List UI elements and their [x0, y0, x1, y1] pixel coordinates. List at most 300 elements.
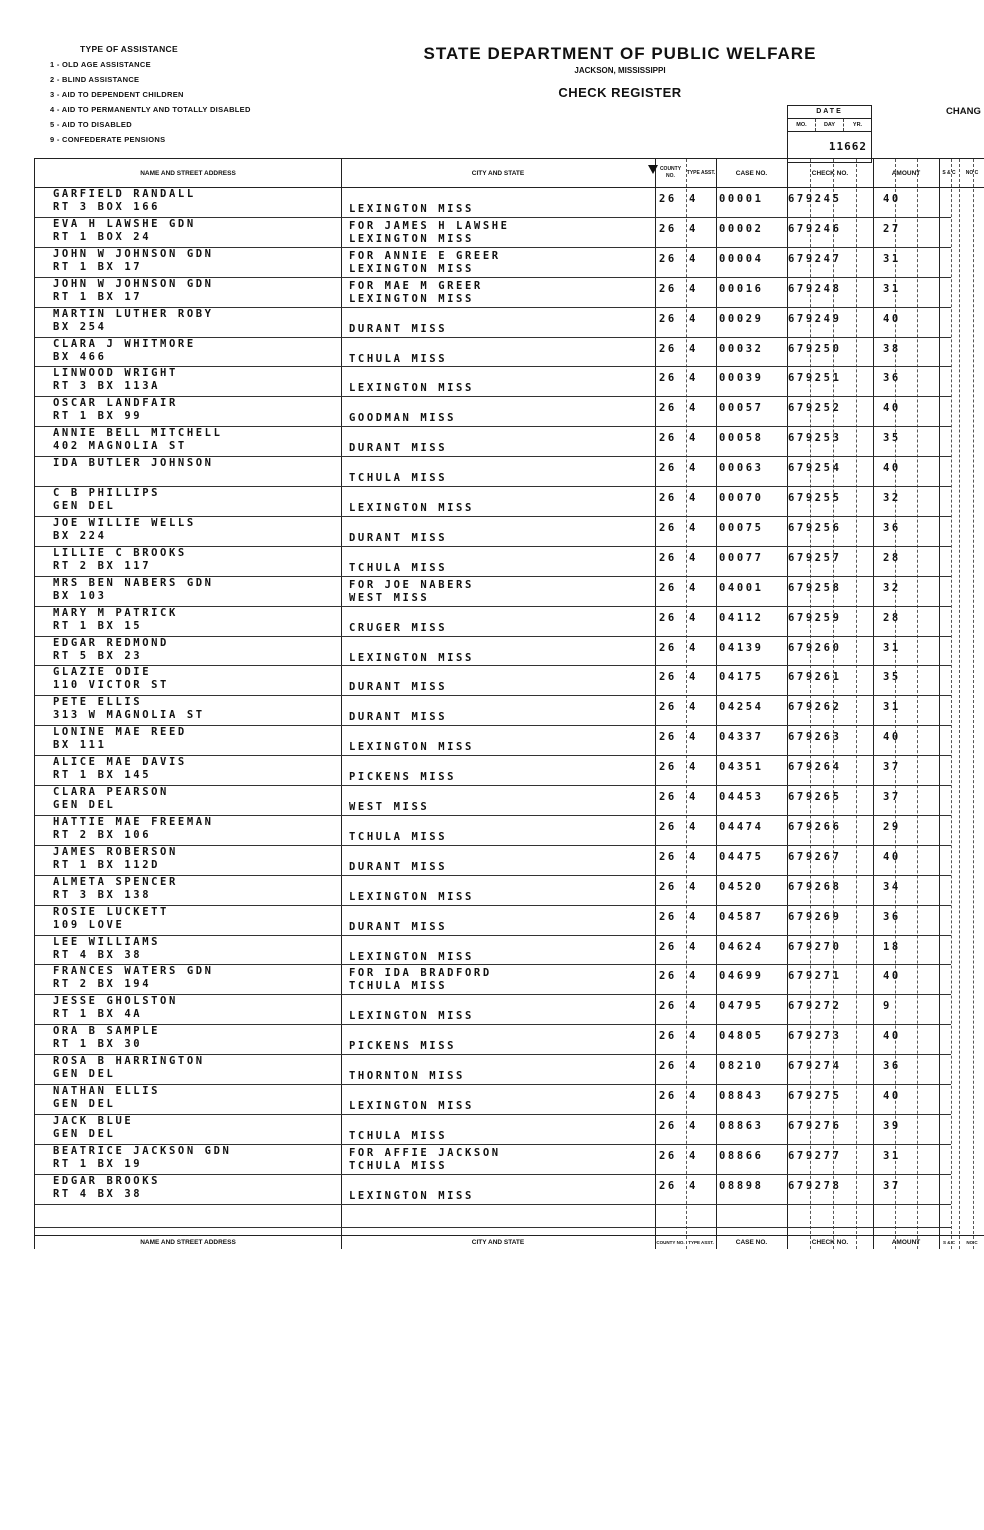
record-assistance-type: 4	[689, 820, 698, 833]
record-street-address: 110 VICTOR ST	[53, 679, 169, 692]
record-check-no: 679247	[788, 252, 842, 265]
record-name: CLARA PEARSON	[53, 786, 169, 798]
record-check-no: 679278	[788, 1179, 842, 1192]
table-row	[35, 307, 984, 337]
no-column-footer: NO C	[959, 1235, 984, 1250]
record-amount: 31	[883, 252, 901, 265]
record-amount: 35	[883, 432, 901, 445]
record-amount: 40	[883, 462, 901, 475]
record-county-no: 26	[659, 1119, 677, 1132]
record-county-no: 26	[659, 641, 677, 654]
record-amount: 40	[883, 312, 901, 325]
record-city-state: LEXINGTON MISS	[349, 950, 474, 963]
record-amount: 9	[883, 1000, 892, 1013]
record-case-no: 08210	[719, 1060, 764, 1073]
table-row	[35, 217, 984, 247]
record-county-no: 26	[659, 910, 677, 923]
record-case-no: 00004	[719, 252, 764, 265]
city-column-header: CITY AND STATE	[341, 159, 655, 188]
record-amount: 31	[883, 282, 901, 295]
record-street-address: BX 466	[53, 350, 107, 363]
record-name: ORA B SAMPLE	[53, 1025, 161, 1038]
record-check-no: 679271	[788, 970, 842, 983]
record-county-no: 26	[659, 282, 677, 295]
record-assistance-type: 4	[689, 910, 698, 923]
record-name: MARTIN LUTHER ROBY	[53, 307, 214, 320]
record-amount: 36	[883, 910, 901, 923]
record-city-state: LEXINGTON MISS	[349, 741, 474, 754]
record-street-address: RT 1 BX 99	[53, 410, 143, 423]
table-row	[35, 247, 984, 277]
record-city-state: DURANT MISS	[349, 442, 448, 455]
record-county-no: 26	[659, 671, 677, 684]
table-row	[35, 1174, 984, 1204]
record-case-no: 00058	[719, 432, 764, 445]
case-column-header: CASE NO.	[716, 159, 787, 188]
legend-title: TYPE OF ASSISTANCE	[80, 44, 178, 54]
table-row	[35, 456, 984, 486]
record-city-state: WEST MISS	[349, 591, 430, 604]
record-street-address: BX 111	[53, 739, 107, 752]
table-row	[35, 337, 984, 367]
record-assistance-type: 4	[689, 282, 698, 295]
record-assistance-type: 4	[689, 701, 698, 714]
record-check-no: 679266	[788, 820, 842, 833]
record-name: JOHN W JOHNSON GDN	[53, 277, 214, 290]
record-street-address: RT 2 BX 117	[53, 559, 152, 572]
record-county-no: 26	[659, 880, 677, 893]
legend-item: 2 - BLIND ASSISTANCE	[50, 75, 140, 84]
record-case-no: 04624	[719, 940, 764, 953]
record-amount: 28	[883, 551, 901, 564]
record-street-address: BX 224	[53, 529, 107, 542]
record-amount: 40	[883, 731, 901, 744]
record-city-state: LEXINGTON MISS	[349, 262, 474, 275]
record-county-no: 26	[659, 1090, 677, 1102]
record-city-state: LEXINGTON MISS	[349, 1189, 474, 1202]
check-column-header: CHECK NO.	[787, 159, 873, 188]
record-check-no: 679258	[788, 581, 842, 594]
record-check-no: 679246	[788, 222, 842, 235]
assistance-type-legend	[50, 42, 251, 147]
record-amount: 32	[883, 581, 901, 594]
record-case-no: 04795	[719, 1000, 764, 1013]
record-name: MRS BEN NABERS GDN	[53, 576, 214, 589]
table-row	[35, 755, 984, 785]
record-city-state: TCHULA MISS	[349, 980, 448, 993]
record-city-state: DURANT MISS	[349, 711, 448, 724]
record-case-no: 00029	[719, 312, 764, 325]
record-street-address: RT 1 BX 19	[53, 1157, 143, 1170]
record-case-no: 04520	[719, 880, 764, 893]
table-row	[35, 187, 984, 217]
record-street-address: RT 3 BX 113A	[53, 380, 161, 393]
record-check-no: 679267	[788, 850, 842, 863]
record-case-no: 04474	[719, 820, 764, 833]
record-city-state: CRUGER MISS	[349, 621, 448, 634]
record-amount: 39	[883, 1119, 901, 1132]
record-assistance-type: 4	[689, 551, 698, 564]
date-month-label: MO.	[788, 119, 816, 131]
record-amount: 38	[883, 342, 901, 355]
record-amount: 40	[883, 1030, 901, 1043]
record-assistance-type: 4	[689, 581, 698, 594]
record-assistance-type: 4	[689, 492, 698, 504]
record-name: ROSIE LUCKETT	[53, 905, 169, 918]
sc-column-header: S & C	[939, 159, 959, 188]
table-row	[35, 845, 984, 875]
record-assistance-type: 4	[689, 611, 698, 624]
record-case-no: 08863	[719, 1119, 764, 1132]
record-amount: 32	[883, 492, 901, 504]
record-case-no: 04587	[719, 910, 764, 923]
record-assistance-type: 4	[689, 791, 698, 803]
record-check-no: 679261	[788, 671, 842, 684]
record-check-no: 679270	[788, 940, 842, 953]
record-county-no: 26	[659, 611, 677, 624]
legend-item: 3 - AID TO DEPENDENT CHILDREN	[50, 90, 184, 99]
record-case-no: 00001	[719, 193, 764, 205]
record-name: LILLIE C BROOKS	[53, 546, 187, 559]
record-name: BEATRICE JACKSON GDN	[53, 1144, 232, 1157]
record-check-no: 679260	[788, 641, 842, 654]
record-amount: 40	[883, 970, 901, 983]
record-county-no: 26	[659, 1060, 677, 1073]
record-amount: 35	[883, 671, 901, 684]
record-assistance-type: 4	[689, 222, 698, 235]
record-amount: 18	[883, 940, 901, 953]
record-case-no: 00002	[719, 222, 764, 235]
record-check-no: 679277	[788, 1149, 842, 1162]
record-street-address: RT 4 BX 38	[53, 948, 143, 961]
record-city-state: DURANT MISS	[349, 920, 448, 933]
county-column-header: COUNTY NO.	[655, 159, 686, 188]
record-county-no: 26	[659, 1149, 677, 1162]
record-county-no: 26	[659, 820, 677, 833]
record-amount: 40	[883, 850, 901, 863]
record-case-no: 04254	[719, 701, 764, 714]
record-assistance-type: 4	[689, 1060, 698, 1073]
record-name: C B PHILLIPS	[53, 487, 161, 499]
record-county-no: 26	[659, 252, 677, 265]
record-city-state: TCHULA MISS	[349, 472, 448, 485]
record-assistance-type: 4	[689, 641, 698, 654]
type-column-header: TYPE ASST.	[686, 159, 716, 188]
record-name: JOE WILLIE WELLS	[53, 516, 196, 529]
record-city-state: LEXINGTON MISS	[349, 292, 474, 305]
record-assistance-type: 4	[689, 462, 698, 475]
record-name: ROSA B HARRINGTON	[53, 1055, 205, 1068]
record-amount: 29	[883, 820, 901, 833]
record-case-no: 08866	[719, 1149, 764, 1162]
record-name: LONINE MAE REED	[53, 726, 187, 739]
table-row	[35, 1054, 984, 1084]
record-check-no: 679249	[788, 312, 842, 325]
record-county-no: 26	[659, 521, 677, 534]
record-name: JAMES ROBERSON	[53, 845, 178, 858]
record-street-address: 313 W MAGNOLIA ST	[53, 709, 205, 722]
table-row	[35, 725, 984, 755]
record-city-state: TCHULA MISS	[349, 352, 448, 365]
record-case-no: 00016	[719, 282, 764, 295]
record-assistance-type: 4	[689, 880, 698, 893]
table-row	[35, 964, 984, 994]
record-check-no: 679250	[788, 342, 842, 355]
date-box	[787, 105, 872, 163]
record-street-address: RT 1 BX 17	[53, 260, 143, 273]
record-street-address: RT 1 BX 17	[53, 290, 143, 303]
record-case-no: 08843	[719, 1090, 764, 1102]
county-column-footer: COUNTY NO.	[655, 1235, 686, 1250]
record-guardian-for: FOR JOE NABERS	[349, 578, 474, 591]
record-case-no: 00075	[719, 521, 764, 534]
record-check-no: 679273	[788, 1030, 842, 1043]
record-city-state: GOODMAN MISS	[349, 412, 457, 425]
record-city-state: DURANT MISS	[349, 531, 448, 544]
table-row	[35, 546, 984, 576]
record-street-address: RT 1 BX 145	[53, 769, 152, 782]
table-row	[35, 606, 984, 636]
record-check-no: 679253	[788, 432, 842, 445]
record-check-no: 679272	[788, 1000, 842, 1013]
record-street-address: GEN DEL	[53, 1127, 116, 1140]
legend-item: 5 - AID TO DISABLED	[50, 120, 132, 129]
record-check-no: 679263	[788, 731, 842, 744]
name-column-footer: NAME AND STREET ADDRESS	[35, 1235, 341, 1250]
record-county-no: 26	[659, 462, 677, 475]
record-assistance-type: 4	[689, 731, 698, 744]
legend-item: 9 - CONFEDERATE PENSIONS	[50, 135, 166, 144]
record-assistance-type: 4	[689, 1149, 698, 1162]
record-street-address: BX 103	[53, 589, 107, 602]
record-city-state: WEST MISS	[349, 801, 430, 813]
name-column-header: NAME AND STREET ADDRESS	[35, 159, 341, 188]
record-assistance-type: 4	[689, 402, 698, 415]
record-street-address: BX 254	[53, 320, 107, 333]
record-county-no: 26	[659, 731, 677, 744]
page-title: STATE DEPARTMENT OF PUBLIC WELFARE	[423, 44, 817, 63]
record-name: ANNIE BELL MITCHELL	[53, 427, 223, 440]
record-check-no: 679268	[788, 880, 842, 893]
record-county-no: 26	[659, 1179, 677, 1192]
record-street-address: 402 MAGNOLIA ST	[53, 440, 187, 453]
record-county-no: 26	[659, 551, 677, 564]
record-county-no: 26	[659, 312, 677, 325]
record-amount: 40	[883, 402, 901, 415]
record-city-state: PICKENS MISS	[349, 771, 457, 784]
record-city-state: DURANT MISS	[349, 322, 448, 335]
record-county-no: 26	[659, 193, 677, 205]
record-assistance-type: 4	[689, 432, 698, 445]
table-row	[35, 426, 984, 456]
record-name: NATHAN ELLIS	[53, 1085, 161, 1097]
record-street-address: GEN DEL	[53, 799, 116, 811]
record-county-no: 26	[659, 791, 677, 803]
record-county-no: 26	[659, 970, 677, 983]
table-row	[35, 396, 984, 426]
record-name: FRANCES WATERS GDN	[53, 965, 214, 978]
record-assistance-type: 4	[689, 1179, 698, 1192]
table-row	[35, 905, 984, 935]
record-check-no: 679257	[788, 551, 842, 564]
type-column-footer: TYPE ASST.	[686, 1235, 716, 1250]
record-county-no: 26	[659, 492, 677, 504]
amount-column-header: AMOUNT	[873, 159, 939, 188]
record-city-state: LEXINGTON MISS	[349, 232, 474, 245]
record-name: JOHN W JOHNSON GDN	[53, 247, 214, 260]
record-assistance-type: 4	[689, 342, 698, 355]
record-case-no: 04699	[719, 970, 764, 983]
table-row	[35, 785, 984, 815]
record-amount: 31	[883, 641, 901, 654]
table-row	[35, 875, 984, 905]
record-city-state: PICKENS MISS	[349, 1040, 457, 1053]
record-assistance-type: 4	[689, 970, 698, 983]
record-amount: 36	[883, 372, 901, 385]
record-case-no: 04337	[719, 731, 764, 744]
record-case-no: 04139	[719, 641, 764, 654]
record-street-address: GEN DEL	[53, 500, 116, 512]
record-check-no: 679248	[788, 282, 842, 295]
record-name: GARFIELD RANDALL	[53, 188, 196, 200]
record-street-address: RT 5 BX 23	[53, 649, 143, 662]
date-value: 11662	[828, 140, 867, 153]
sc-column-footer: S & C	[939, 1235, 959, 1250]
record-name: JACK BLUE	[53, 1114, 134, 1127]
record-amount: 34	[883, 880, 901, 893]
record-assistance-type: 4	[689, 671, 698, 684]
record-assistance-type: 4	[689, 940, 698, 953]
record-name: EDGAR REDMOND	[53, 636, 169, 649]
record-name: IDA BUTLER JOHNSON	[53, 457, 214, 470]
table-row	[35, 576, 984, 606]
record-city-state: LEXINGTON MISS	[349, 382, 474, 395]
row-divider	[35, 1204, 951, 1205]
record-county-no: 26	[659, 850, 677, 863]
record-guardian-for: FOR AFFIE JACKSON	[349, 1146, 501, 1159]
table-row	[35, 636, 984, 666]
legend-item: 4 - AID TO PERMANENTLY AND TOTALLY DISABLED	[50, 105, 251, 114]
table-row	[35, 486, 984, 516]
record-check-no: 679259	[788, 611, 842, 624]
check-register-table	[34, 158, 984, 1249]
record-check-no: 679255	[788, 492, 842, 504]
record-assistance-type: 4	[689, 312, 698, 325]
record-county-no: 26	[659, 372, 677, 385]
record-county-no: 26	[659, 581, 677, 594]
page-subtitle: JACKSON, MISSISSIPPI	[574, 66, 666, 75]
record-street-address: RT 2 BX 194	[53, 978, 152, 991]
record-case-no: 04351	[719, 761, 764, 774]
record-check-no: 679245	[788, 193, 842, 205]
record-city-state: LEXINGTON MISS	[349, 1010, 474, 1023]
record-county-no: 26	[659, 432, 677, 445]
record-city-state: DURANT MISS	[349, 681, 448, 694]
record-amount: 37	[883, 761, 901, 774]
record-check-no: 679264	[788, 761, 842, 774]
record-assistance-type: 4	[689, 850, 698, 863]
record-amount: 36	[883, 521, 901, 534]
record-street-address: RT 1 BX 15	[53, 619, 143, 632]
record-guardian-for: FOR MAE M GREER	[349, 279, 483, 292]
record-name: ALMETA SPENCER	[53, 875, 178, 888]
city-column-footer: CITY AND STATE	[341, 1235, 655, 1250]
record-check-no: 679265	[788, 791, 842, 803]
record-amount: 40	[883, 193, 901, 205]
record-guardian-for: FOR IDA BRADFORD	[349, 967, 492, 980]
record-assistance-type: 4	[689, 1000, 698, 1013]
record-check-no: 679274	[788, 1060, 842, 1073]
record-name: GLAZIE ODIE	[53, 666, 152, 679]
record-assistance-type: 4	[689, 193, 698, 205]
table-row	[35, 1024, 984, 1054]
change-column-label: CHANG	[946, 106, 981, 117]
date-subheaders	[788, 119, 871, 132]
record-assistance-type: 4	[689, 372, 698, 385]
record-assistance-type: 4	[689, 1119, 698, 1132]
record-county-no: 26	[659, 1000, 677, 1013]
table-row	[35, 1114, 984, 1144]
record-case-no: 00057	[719, 402, 764, 415]
record-amount: 27	[883, 222, 901, 235]
record-check-no: 679275	[788, 1090, 842, 1102]
record-street-address: RT 1 BOX 24	[53, 230, 152, 243]
record-street-address: RT 1 BX 30	[53, 1038, 143, 1051]
case-column-footer: CASE NO.	[716, 1235, 787, 1250]
record-city-state: TCHULA MISS	[349, 1159, 448, 1172]
record-street-address: 109 LOVE	[53, 918, 125, 931]
record-assistance-type: 4	[689, 761, 698, 774]
record-check-no: 679262	[788, 701, 842, 714]
record-name: OSCAR LANDFAIR	[53, 397, 178, 410]
record-case-no: 04475	[719, 850, 764, 863]
record-county-no: 26	[659, 402, 677, 415]
triangle-marker-icon	[648, 165, 658, 174]
record-city-state: LEXINGTON MISS	[349, 502, 474, 514]
record-name: EDGAR BROOKS	[53, 1174, 161, 1187]
record-assistance-type: 4	[689, 252, 698, 265]
record-check-no: 679252	[788, 402, 842, 415]
record-check-no: 679254	[788, 462, 842, 475]
date-day-label: DAY	[816, 119, 844, 131]
record-case-no: 00070	[719, 492, 764, 504]
record-case-no: 08898	[719, 1179, 764, 1192]
record-name: LINWOOD WRIGHT	[53, 367, 178, 380]
record-guardian-for: FOR ANNIE E GREER	[349, 249, 501, 262]
table-row	[35, 277, 984, 307]
record-name: CLARA J WHITMORE	[53, 337, 196, 350]
record-name: MARY M PATRICK	[53, 606, 178, 619]
record-city-state: LEXINGTON MISS	[349, 651, 474, 664]
table-row	[35, 1144, 984, 1174]
record-county-no: 26	[659, 940, 677, 953]
record-county-no: 26	[659, 342, 677, 355]
date-year-label: YR.	[852, 122, 863, 128]
amount-column-footer: AMOUNT	[873, 1235, 939, 1250]
record-city-state: DURANT MISS	[349, 860, 448, 873]
record-city-state: LEXINGTON MISS	[349, 203, 474, 215]
table-row	[35, 935, 984, 965]
table-row	[35, 1084, 984, 1114]
record-amount: 31	[883, 1149, 901, 1162]
record-city-state: THORNTON MISS	[349, 1070, 465, 1083]
record-city-state: TCHULA MISS	[349, 830, 448, 843]
table-row	[35, 665, 984, 695]
record-city-state: TCHULA MISS	[349, 561, 448, 574]
no-column-header: NO C	[959, 159, 984, 188]
record-name: ALICE MAE DAVIS	[53, 756, 187, 769]
record-case-no: 04001	[719, 581, 764, 594]
